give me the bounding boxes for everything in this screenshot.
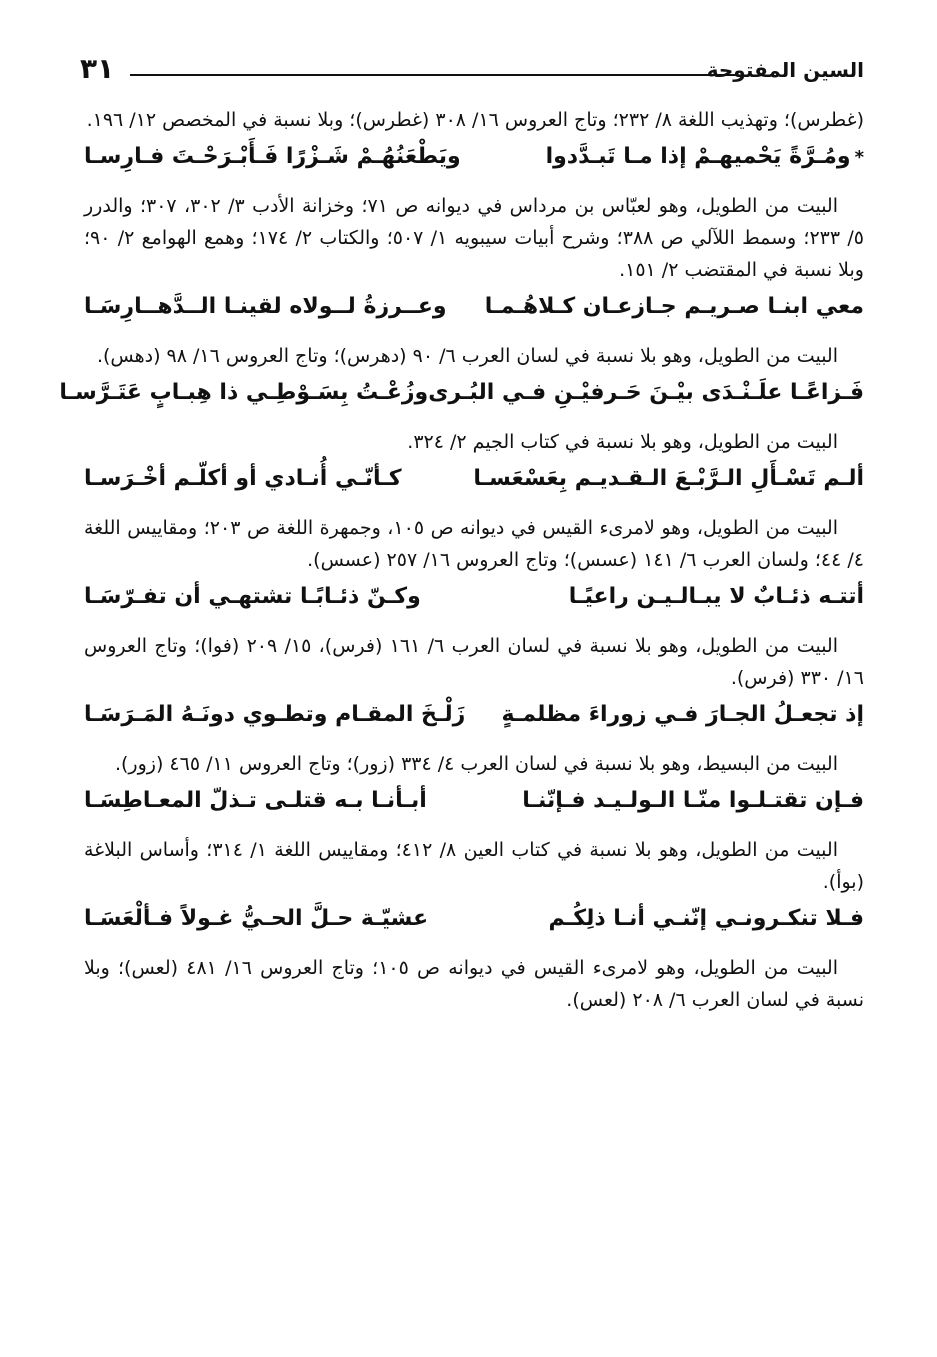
verse-first-hemistich: فـلا تنكـرونـي إنّنـي أنـا ذلِكُـم: [548, 906, 864, 931]
verse-source-note: البيت من الطويل، وهو بلا نسبة في كتاب الجيم ٢/ ٣٢٤.: [407, 431, 838, 453]
verse-line: [84, 788, 864, 834]
page-body: [59, 104, 864, 1078]
verse-source-note: البيت من الطويل، وهو بلا نسبة في لسان العرب ٦/ ١٦١ (فرس)، ١٥/ ٢٠٩ (فوا)؛ وتاج العروس ١٦/ ٣٣٠ (فرس).: [84, 635, 864, 689]
verse-second-hemistich: زَلْـخَ المقـام وتطـوي دونَـهُ المَـرَسَـا: [84, 702, 466, 727]
verse-second-hemistich: كـأنّـي أُنـادي أو أكلّـم أخْـرَسـا: [84, 466, 402, 491]
page-header: [80, 52, 864, 92]
verse-first-hemistich: ألـم تَسْـأَلِ الـرَّبْـعَ الـقـديـم بِعَسْعَسـا: [473, 466, 864, 491]
footnote-continuation: (غطرس)؛ وتهذيب اللغة ٨/ ٢٣٢؛ وتاج العروس ١٦/ ٣٠٨ (غطرس)؛ وبلا نسبة في المخصص ١٢/ ١٩٦.: [86, 109, 864, 131]
verse-second-hemistich: وكـنّ ذئـابًـا تشتهـي أن تفـرّسَـا: [84, 584, 421, 609]
verse-source-note: البيت من الطويل، وهو لامرىء القيس في ديوانه ص ١٠٥، وجمهرة اللغة ص ٢٠٣؛ ومقاييس اللغة ٤/ ٤٤؛ ولسان العرب ٦/ ١٤١ (عسس)؛ وتاج العروس ١٦/ ٢٥٧ (عسس).: [84, 517, 864, 571]
verse-first-hemistich: فـإن تقتـلـوا منّـا الـولـيـد فـإنّنـا: [522, 788, 864, 813]
verse-source-note: البيت من الطويل، وهو لامرىء القيس في ديوانه ص ١٠٥؛ وتاج العروس ١٦/ ٤٨١ (لعس)؛ وبلا نسبة في لسان العرب ٦/ ٢٠٨ (لعس).: [84, 957, 864, 1011]
verse-first-hemistich: إذ تجعـلُ الجـارَ فـي زوراءَ مظلمـةٍ: [501, 702, 864, 727]
verse-source-note: البيت من الطويل، وهو بلا نسبة في لسان العرب ٦/ ٩٠ (دهرس)؛ وتاج العروس ١٦/ ٩٨ (دهس).: [96, 345, 838, 367]
verse-source-note: البيت من الطويل، وهو بلا نسبة في كتاب العين ٨/ ٤١٢؛ ومقاييس اللغة ١/ ٣١٤؛ وأساس البلاغة (بوأ).: [84, 839, 864, 893]
verse-second-hemistich: أبـأنـا بـه قتلـى تـذلّ المعـاطِسَـا: [84, 788, 427, 813]
verse-line: [59, 380, 864, 426]
page-number: ٣١: [80, 52, 115, 85]
verse-first-hemistich: فَـزاعًـا علَـنْـدَى بيْـنَ حَـرفيْـنِ فـي البُـرى: [428, 380, 864, 405]
verse-second-hemistich: وزُعْـتُ بِسَـوْطِـي ذا هِبـابٍ عَتَـرَّسـا: [59, 380, 429, 405]
verse-source-note: البيت من الطويل، وهو لعبّاس بن مرداس في ديوانه ص ٧١؛ وخزانة الأدب ٣/ ٣٠٢، ٣٠٧؛ والدرر ٥/ ٢٣٣؛ وسمط اللآلي ص ٣٨٨؛ وشرح أبيات سيبويه ١/ ٥٠٧؛ والكتاب ٢/ ١٧٤؛ وهمع الهوامع ٢/ ٩٠؛ وبلا نسبة في المقتضب ٢/ ١٥١.: [84, 195, 864, 281]
verse-line: [84, 702, 864, 748]
verse-line: [84, 1024, 864, 1070]
verse-first-hemistich: *ومُـرَّةً يَحْميهـمْ إذا مـا تَبـدَّدوا: [545, 144, 864, 169]
verse-line: [84, 466, 864, 512]
header-rule: [130, 74, 736, 76]
verse-second-hemistich: وعــرزةُ لــولاه لقينـا الــدَّهــارِسَـا: [84, 294, 447, 319]
verse-marker: *: [854, 147, 864, 168]
running-title: السين المفتوحة: [706, 58, 864, 82]
verse-line: [84, 906, 864, 952]
verse-line: [84, 144, 864, 190]
verse-second-hemistich: عشيّـة حـلَّ الحـيُّ غـولاً فـألْعَسَـا: [84, 906, 429, 931]
verse-line: [84, 584, 864, 630]
verse-first-hemistich: أتتـه ذئـابٌ لا يبـالـيـن راعيًـا: [568, 584, 864, 609]
verse-line: [84, 294, 864, 340]
verse-second-hemistich: ويَطْعَنُهُـمْ شَـزْرًا فَـأَبْـرَحْـتَ فـارِسـا: [84, 144, 461, 169]
verse-source-note: البيت من البسيط، وهو بلا نسبة في لسان العرب ٤/ ٣٣٤ (زور)؛ وتاج العروس ١١/ ٤٦٥ (زور).: [114, 753, 838, 775]
verse-first-hemistich: معي ابنـا صـريـم جـازعـان كـلاهُـمـا: [484, 294, 864, 319]
